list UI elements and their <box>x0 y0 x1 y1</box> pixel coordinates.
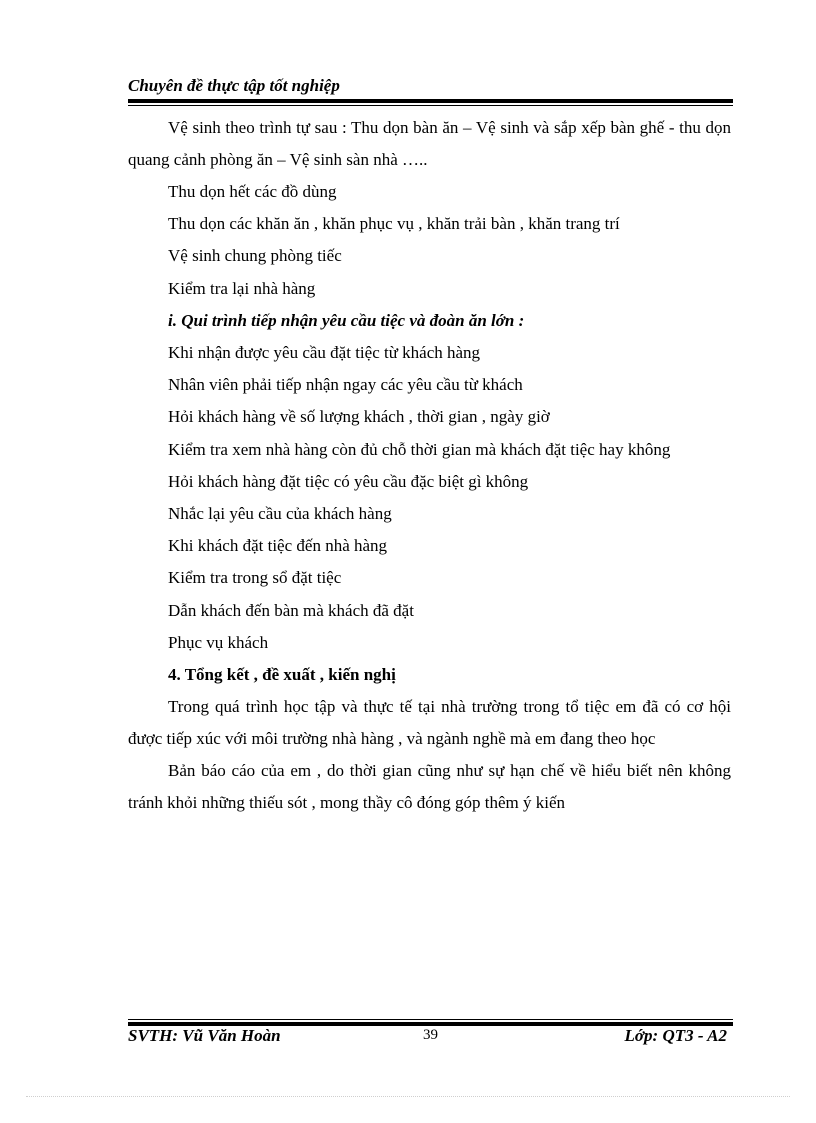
paragraph-conclusion: Trong quá trình học tập và thực tế tại nhà trường trong tổ tiệc em đã có cơ hội được tiếp xúc với môi trường nhà hàng , và ngành nghề mà em đang theo học <box>128 697 731 749</box>
header-rule <box>128 99 733 106</box>
list-item: Nhân viên phải tiếp nhận ngay các yêu cầu từ khách <box>168 375 523 395</box>
list-item: Khi khách đặt tiệc đến nhà hàng <box>168 536 388 556</box>
list-item: Khi nhận được yêu cầu đặt tiệc từ khách hàng <box>168 343 481 363</box>
list-item: Thu dọn hết các đồ dùng <box>168 182 337 201</box>
list-item: Dẫn khách đến bàn mà khách đã đặt <box>168 600 414 620</box>
page-number: 39 <box>423 1027 438 1043</box>
paragraph-cleanup-order: Vệ sinh theo trình tự sau : Thu dọn bàn ăn – Vệ sinh và sắp xếp bàn ghế - thu dọn quang cảnh phòng ăn – Vệ sinh sàn nhà ….. <box>128 118 731 169</box>
running-header-title: Chuyên đề thực tập tốt nghiệp <box>128 76 340 95</box>
list-item: Vệ sinh chung phòng tiếc <box>168 246 342 266</box>
list-item: Kiểm tra xem nhà hàng còn đủ chỗ thời gian mà khách đặt tiệc hay không <box>168 439 671 459</box>
footer-student-name: SVTH: Vũ Văn Hoàn <box>128 1026 281 1045</box>
paragraph-closing: Bản báo cáo của em , do thời gian cũng như sự hạn chế về hiểu biết nên không tránh khỏi những thiếu sót , mong thầy cô đóng góp thêm ý kiến <box>128 761 731 813</box>
list-item: Hỏi khách hàng về số lượng khách , thời gian , ngày giờ <box>168 407 550 427</box>
section-heading-4: 4. Tổng kết , đề xuất , kiến nghị <box>168 665 396 685</box>
list-item: Hỏi khách hàng đặt tiệc có yêu cầu đặc biệt gì không <box>168 471 529 491</box>
page-edge-divider <box>26 1096 790 1097</box>
list-item: Kiểm tra lại nhà hàng <box>168 278 316 298</box>
list-item: Phục vụ khách <box>168 632 269 652</box>
section-heading-i: i. Qui trình tiếp nhận yêu cầu tiệc và đoàn ăn lớn : <box>168 310 525 330</box>
page-body <box>128 112 731 819</box>
list-item: Thu dọn các khăn ăn , khăn phục vụ , khăn trải bàn , khăn trang trí <box>168 214 620 234</box>
footer-rule <box>128 1019 733 1026</box>
list-item: Kiểm tra trong sổ đặt tiệc <box>168 568 342 588</box>
footer-class-code: Lớp: QT3 - A2 <box>624 1026 727 1045</box>
list-item: Nhắc lại yêu cầu của khách hàng <box>168 504 392 524</box>
